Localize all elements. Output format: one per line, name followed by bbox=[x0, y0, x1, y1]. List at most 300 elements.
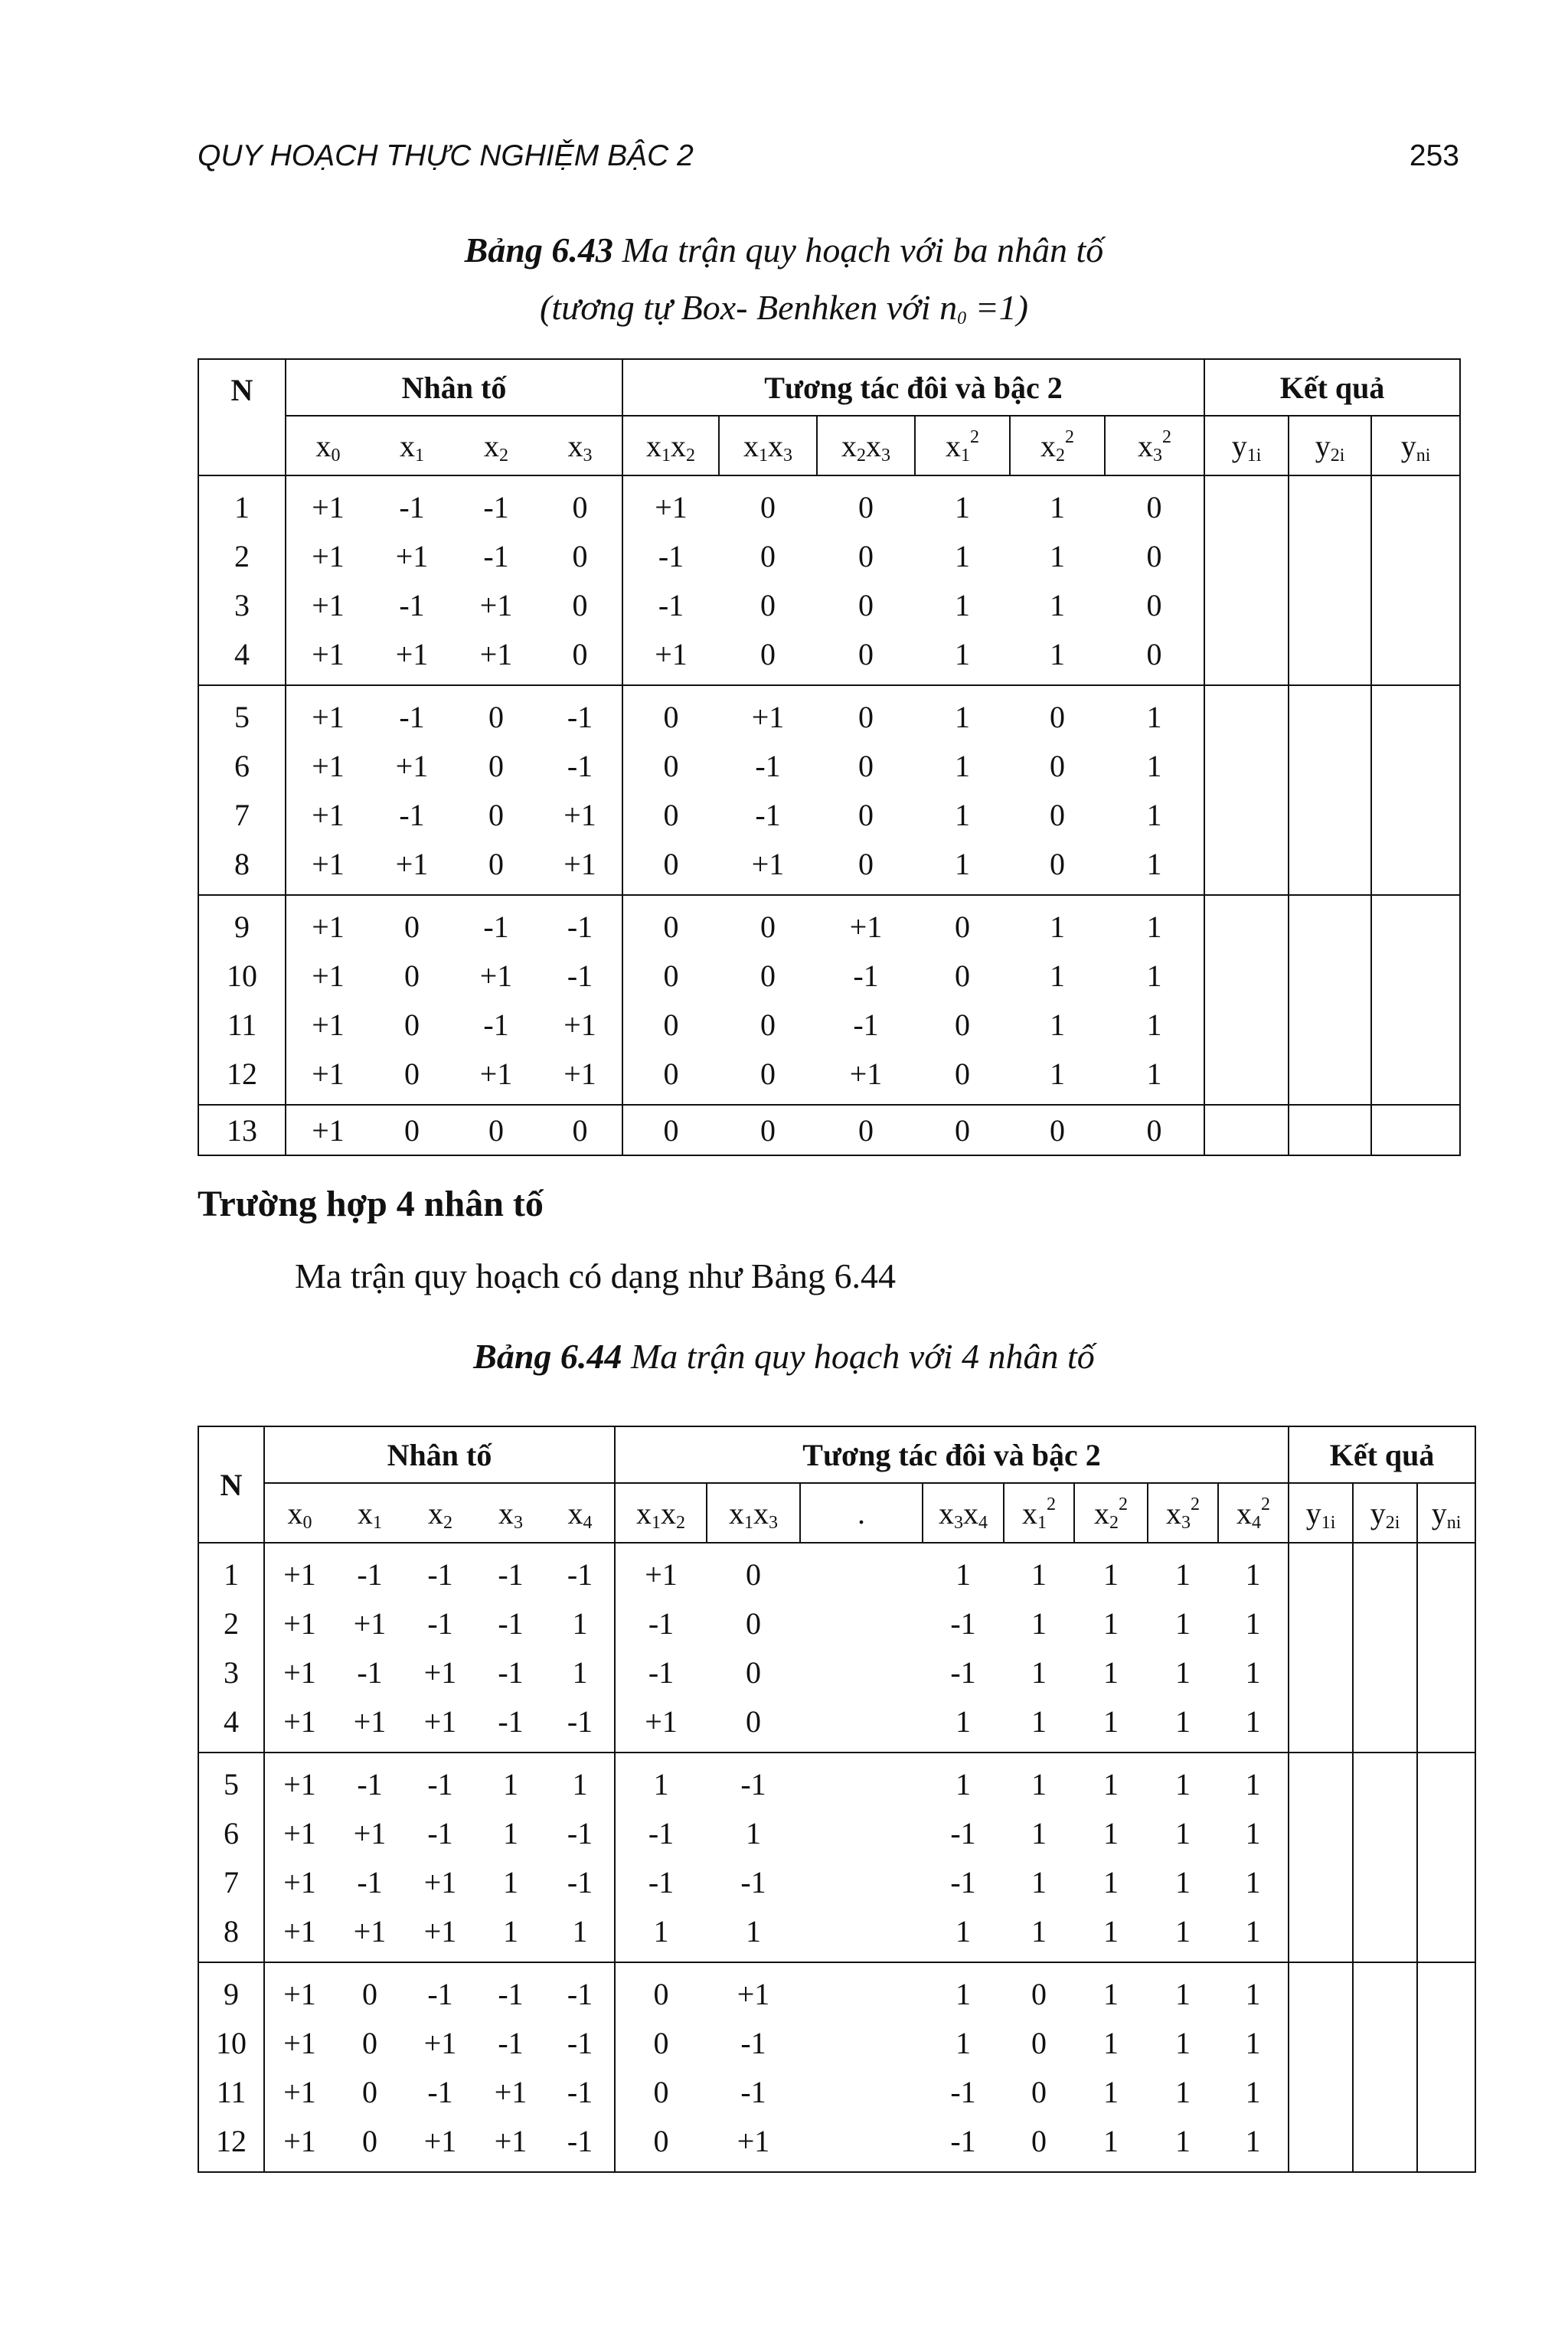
table2-result-cell bbox=[1417, 1648, 1475, 1697]
table1-cell: 1 bbox=[915, 685, 1010, 741]
table1-result-cell bbox=[1289, 475, 1371, 531]
table2-cell: 1 bbox=[746, 1815, 762, 1851]
table1-result-cell bbox=[1204, 1049, 1289, 1105]
table-row bbox=[198, 1697, 1475, 1753]
table1-result-cell bbox=[1289, 685, 1371, 741]
table1-result-col-2: $y_{ni}$ bbox=[1371, 416, 1460, 475]
table2-result-cell bbox=[1353, 2116, 1417, 2172]
table1-result-cell bbox=[1371, 580, 1460, 629]
table-row bbox=[198, 790, 1460, 839]
table2-cell: +1 bbox=[264, 1962, 335, 2018]
table2-cell: -1 bbox=[405, 1962, 475, 2018]
table1-cell: 0 bbox=[817, 685, 915, 741]
table1-result-cell bbox=[1289, 951, 1371, 1000]
table1-cell: +1 bbox=[538, 790, 622, 839]
table2-cell: 0 bbox=[362, 2074, 377, 2109]
table1-factor-col-3: $x_3$ bbox=[538, 416, 622, 475]
table1-cell: 0 bbox=[454, 685, 538, 741]
table2-cell bbox=[800, 1808, 923, 1857]
table1-result-cell bbox=[1204, 790, 1289, 839]
table-row bbox=[198, 685, 1460, 741]
table2-result-cell bbox=[1353, 1599, 1417, 1648]
table1-cell: 11 bbox=[198, 1000, 286, 1049]
table2-result-cell bbox=[1353, 2067, 1417, 2116]
table1-interaction-col-2: $x_2x_3$ bbox=[817, 416, 915, 475]
table2-cell: 4 bbox=[198, 1697, 264, 1753]
table1-cell: 1 bbox=[1010, 1049, 1105, 1105]
table1-result-cell bbox=[1289, 895, 1371, 951]
table1-result-cell bbox=[1204, 531, 1289, 580]
table1-cell: -1 bbox=[538, 741, 622, 790]
table2-cell: -1 bbox=[357, 1655, 383, 1690]
table2-cell: +1 bbox=[423, 2025, 457, 2060]
table1-cell: 1 bbox=[1050, 538, 1066, 573]
table2-cell: -1 bbox=[546, 1543, 615, 1599]
table2-cell: 0 bbox=[1004, 1962, 1074, 2018]
table2-cell: 1 bbox=[1103, 1815, 1119, 1851]
table2-interaction-col-1: $x_1x_3$ bbox=[707, 1483, 800, 1543]
table1-result-cell bbox=[1371, 951, 1460, 1000]
table2-cell: +1 bbox=[423, 1864, 457, 1900]
table1-result-col-0: $y_{1i}$ bbox=[1204, 416, 1289, 475]
table2-cell: -1 bbox=[740, 2074, 766, 2109]
table1-cell: 1 bbox=[955, 748, 971, 783]
table2-result-cell bbox=[1289, 2067, 1353, 2116]
table2-cell: 1 bbox=[956, 2025, 972, 2060]
table1-cell: 0 bbox=[488, 797, 504, 832]
table-row bbox=[198, 531, 1460, 580]
table1-cell: 0 bbox=[454, 839, 538, 895]
table2-cell: 1 bbox=[475, 1906, 546, 1962]
table2-result-col-1: $y_{2i}$ bbox=[1353, 1483, 1417, 1543]
table1-caption-label: Bảng 6.43 bbox=[464, 230, 613, 270]
table2-cell: 1 bbox=[1218, 2018, 1289, 2067]
table1-cell: 0 bbox=[1105, 531, 1204, 580]
table2-cell bbox=[800, 1962, 923, 2018]
table1-cell: 9 bbox=[198, 895, 286, 951]
table1-cell: 1 bbox=[198, 475, 286, 531]
table2-cell: 1 bbox=[923, 1906, 1004, 1962]
table1-cell: +1 bbox=[817, 895, 915, 951]
table2-result-cell bbox=[1289, 1962, 1353, 2018]
table2-cell: 1 bbox=[615, 1753, 707, 1808]
table2-cell: +1 bbox=[264, 2067, 335, 2116]
table2-interaction-col-7: $x_4^2$ bbox=[1218, 1483, 1289, 1543]
table1-interaction-col-5: $x_3^2$ bbox=[1105, 416, 1204, 475]
table2-cell: 0 bbox=[615, 2116, 707, 2172]
table2-cell: 1 bbox=[1175, 1606, 1191, 1641]
table1-cell: 1 bbox=[1050, 587, 1066, 622]
table2-cell: 1 bbox=[1031, 1815, 1047, 1851]
table2-result-cell bbox=[1289, 1543, 1353, 1599]
table2-cell: -1 bbox=[923, 2116, 1004, 2172]
table2-result-cell bbox=[1417, 1808, 1475, 1857]
table-row bbox=[198, 1906, 1475, 1962]
table1-result-cell bbox=[1204, 475, 1289, 531]
table1-header-n: N bbox=[198, 359, 286, 475]
table2-cell: 0 bbox=[615, 2067, 707, 2116]
table2-cell: -1 bbox=[740, 1864, 766, 1900]
table1-cell: 1 bbox=[1105, 1049, 1204, 1105]
table2-cell: 1 bbox=[1218, 1599, 1289, 1648]
table1-result-cell bbox=[1289, 531, 1371, 580]
table1-header-factors: Nhân tố bbox=[286, 359, 622, 416]
table-row bbox=[198, 1808, 1475, 1857]
table2-cell: -1 bbox=[498, 2025, 524, 2060]
table2-cell: 1 bbox=[1074, 2116, 1148, 2172]
table2-cell: 1 bbox=[546, 1599, 615, 1648]
table2-cell: -1 bbox=[498, 1655, 524, 1690]
table2-factor-col-1: $x_1$ bbox=[335, 1483, 405, 1543]
table2-result-cell bbox=[1353, 1857, 1417, 1906]
table1-cell: 4 bbox=[198, 629, 286, 685]
table1-result-cell bbox=[1204, 629, 1289, 685]
table1-result-cell bbox=[1204, 580, 1289, 629]
table1-result-cell bbox=[1371, 895, 1460, 951]
table1-cell: 0 bbox=[1050, 797, 1066, 832]
table1-result-cell bbox=[1289, 790, 1371, 839]
table1-caption-line2: (tương tự Box- Benhken với $n_0 =1$) bbox=[540, 288, 1028, 328]
table1-cell: 0 bbox=[1010, 1105, 1105, 1155]
table1-cell: 12 bbox=[198, 1049, 286, 1105]
table1-cell: 0 bbox=[719, 1049, 817, 1105]
table2-cell: 0 bbox=[746, 1655, 762, 1690]
table2-cell bbox=[800, 1753, 923, 1808]
table2-cell: 0 bbox=[1031, 2025, 1047, 2060]
table2-cell: -1 bbox=[615, 1857, 707, 1906]
table1-cell: 0 bbox=[760, 1007, 776, 1042]
table2 bbox=[198, 1426, 1476, 2173]
table2-cell: 1 bbox=[503, 1864, 518, 1900]
table2-cell: 1 bbox=[923, 1697, 1004, 1753]
table2-cell: +1 bbox=[405, 1906, 475, 1962]
table1-cell: 0 bbox=[915, 1049, 1010, 1105]
table1-cell: +1 bbox=[538, 1049, 622, 1105]
table1-cell: -1 bbox=[454, 475, 538, 531]
table2-cell: 1 bbox=[1218, 1648, 1289, 1697]
table1-cell: 0 bbox=[817, 1105, 915, 1155]
table1-cell: -1 bbox=[622, 580, 719, 629]
table2-cell: +1 bbox=[264, 1599, 335, 1648]
table1-cell: 0 bbox=[622, 685, 719, 741]
table2-cell: 0 bbox=[746, 1606, 762, 1641]
table2-header-results: Kết quả bbox=[1289, 1426, 1475, 1483]
table2-cell: 1 bbox=[1074, 1906, 1148, 1962]
table2-cell: -1 bbox=[405, 1543, 475, 1599]
table2-cell: 0 bbox=[707, 1697, 800, 1753]
table1-result-cell bbox=[1204, 1105, 1289, 1155]
table1-cell: 0 bbox=[404, 958, 420, 993]
table1-cell: -1 bbox=[483, 538, 509, 573]
table1-result-cell bbox=[1289, 1049, 1371, 1105]
table2-cell: -1 bbox=[405, 1753, 475, 1808]
table2-cell bbox=[800, 1906, 923, 1962]
table1-cell: 1 bbox=[915, 839, 1010, 895]
table2-cell: -1 bbox=[615, 1648, 707, 1697]
table2-interaction-col-6: $x_3^2$ bbox=[1148, 1483, 1218, 1543]
table1-cell: 0 bbox=[760, 587, 776, 622]
table1-cell: +1 bbox=[286, 1000, 370, 1049]
table2-cell: -1 bbox=[475, 1543, 546, 1599]
table1-result-cell bbox=[1371, 1105, 1460, 1155]
table2-result-cell bbox=[1289, 1753, 1353, 1808]
table2-cell: 1 bbox=[1175, 2025, 1191, 2060]
table2-cell: -1 bbox=[546, 2116, 615, 2172]
table1-result-cell bbox=[1289, 629, 1371, 685]
table1-cell: 5 bbox=[198, 685, 286, 741]
table2-cell: 1 bbox=[1148, 1906, 1218, 1962]
page-header bbox=[198, 139, 1459, 185]
table2-cell: +1 bbox=[264, 1857, 335, 1906]
table1-cell: -1 bbox=[399, 797, 425, 832]
table2-cell bbox=[800, 1857, 923, 1906]
table2-cell: +1 bbox=[264, 2018, 335, 2067]
table2-result-cell bbox=[1289, 1599, 1353, 1648]
table2-cell: +1 bbox=[264, 1697, 335, 1753]
table2-cell: 1 bbox=[1148, 1962, 1218, 2018]
table1-cell: +1 bbox=[538, 1000, 622, 1049]
table2-cell bbox=[800, 2018, 923, 2067]
table1-cell: 0 bbox=[622, 790, 719, 839]
table1-cell: +1 bbox=[286, 839, 370, 895]
table2-cell: 1 bbox=[1031, 1864, 1047, 1900]
table1-cell: 1 bbox=[1105, 685, 1204, 741]
table2-caption bbox=[0, 1336, 1568, 1377]
table1-cell: +1 bbox=[286, 951, 370, 1000]
table2-cell: +1 bbox=[615, 1697, 707, 1753]
table1-caption bbox=[0, 230, 1568, 270]
table1-cell: 1 bbox=[1010, 475, 1105, 531]
table1-cell: 0 bbox=[622, 1000, 719, 1049]
table2-cell bbox=[800, 1697, 923, 1753]
table1-cell: +1 bbox=[719, 685, 817, 741]
table1-interaction-col-1: $x_1x_3$ bbox=[719, 416, 817, 475]
table1-cell: 0 bbox=[622, 839, 719, 895]
table-row bbox=[198, 2067, 1475, 2116]
table2-cell: 11 bbox=[198, 2067, 264, 2116]
table2-cell: 1 bbox=[1074, 1697, 1148, 1753]
table2-cell: -1 bbox=[427, 2074, 453, 2109]
table1-result-cell bbox=[1371, 790, 1460, 839]
table2-cell: 3 bbox=[198, 1648, 264, 1697]
table1-cell: 1 bbox=[1010, 895, 1105, 951]
table2-cell: +1 bbox=[405, 1697, 475, 1753]
table2-cell: 1 bbox=[923, 1543, 1004, 1599]
table1-cell: 0 bbox=[858, 797, 874, 832]
table2-result-cell bbox=[1289, 1857, 1353, 1906]
table-row bbox=[198, 1962, 1475, 2018]
table1-cell: 0 bbox=[1105, 475, 1204, 531]
table1-cell: +1 bbox=[622, 629, 719, 685]
table1-cell: 0 bbox=[817, 839, 915, 895]
table1-result-cell bbox=[1371, 1000, 1460, 1049]
table2-cell: -1 bbox=[498, 1606, 524, 1641]
table2-cell: -1 bbox=[546, 1808, 615, 1857]
table2-cell: 1 bbox=[503, 1815, 518, 1851]
table1-cell: 1 bbox=[955, 797, 971, 832]
table2-cell: 9 bbox=[198, 1962, 264, 2018]
table2-cell: 1 bbox=[1218, 1808, 1289, 1857]
table2-cell: 1 bbox=[1218, 1753, 1289, 1808]
table2-cell: 2 bbox=[198, 1599, 264, 1648]
table1-result-cell bbox=[1371, 685, 1460, 741]
table2-cell: +1 bbox=[264, 2116, 335, 2172]
chapter-title: QUY HOẠCH THỰC NGHIỆM BẬC 2 bbox=[198, 139, 694, 172]
table2-cell: 1 bbox=[1004, 1753, 1074, 1808]
table2-cell: +1 bbox=[264, 1906, 335, 1962]
table1-cell: 3 bbox=[198, 580, 286, 629]
table1-cell: 0 bbox=[858, 748, 874, 783]
table1-cell: 0 bbox=[622, 895, 719, 951]
table2-result-cell bbox=[1417, 1599, 1475, 1648]
table-row bbox=[198, 741, 1460, 790]
table1-cell: 0 bbox=[488, 748, 504, 783]
table1-cell: +1 bbox=[395, 538, 429, 573]
table1-cell: -1 bbox=[853, 1007, 879, 1042]
table2-cell: 1 bbox=[615, 1906, 707, 1962]
table1-cell: 0 bbox=[817, 629, 915, 685]
table1-cell: 0 bbox=[1050, 748, 1066, 783]
table2-cell: 0 bbox=[1031, 2074, 1047, 2109]
table2-cell: -1 bbox=[335, 1753, 405, 1808]
table1-result-cell bbox=[1371, 1049, 1460, 1105]
table-row bbox=[198, 1049, 1460, 1105]
table1-cell: -1 bbox=[483, 1007, 509, 1042]
table2-cell bbox=[800, 1599, 923, 1648]
table2-cell: 1 bbox=[1218, 2116, 1289, 2172]
table1-cell: 0 bbox=[622, 1105, 719, 1155]
table1-cell: +1 bbox=[286, 741, 370, 790]
table2-result-cell bbox=[1417, 2116, 1475, 2172]
table1-result-cell bbox=[1371, 839, 1460, 895]
table2-header-interactions: Tương tác đôi và bậc 2 bbox=[615, 1426, 1289, 1483]
table2-result-cell bbox=[1289, 1697, 1353, 1753]
table2-cell: -1 bbox=[615, 1808, 707, 1857]
table1-cell: 0 bbox=[538, 1105, 622, 1155]
table1-cell: 0 bbox=[1105, 580, 1204, 629]
table2-cell: 1 bbox=[1103, 1864, 1119, 1900]
table2-cell: 1 bbox=[1175, 1655, 1191, 1690]
table-row bbox=[198, 475, 1460, 531]
table1-cell: 0 bbox=[817, 475, 915, 531]
table2-cell: 12 bbox=[198, 2116, 264, 2172]
table1-cell: 1 bbox=[1105, 951, 1204, 1000]
table1-cell: 0 bbox=[1105, 629, 1204, 685]
table1-cell: 0 bbox=[538, 629, 622, 685]
table2-cell: 1 bbox=[1004, 1543, 1074, 1599]
table-row bbox=[198, 629, 1460, 685]
table2-cell: 1 bbox=[1148, 1753, 1218, 1808]
table1-cell: 0 bbox=[454, 1105, 538, 1155]
table2-result-cell bbox=[1353, 2018, 1417, 2067]
table2-caption-text: Ma trận quy hoạch với 4 nhân tố bbox=[622, 1337, 1095, 1376]
table1-cell: 0 bbox=[719, 629, 817, 685]
table1-cell: +1 bbox=[817, 1049, 915, 1105]
table2-result-cell bbox=[1417, 1962, 1475, 2018]
table1-cell: 10 bbox=[198, 951, 286, 1000]
table2-cell: 0 bbox=[615, 2018, 707, 2067]
table1-factor-col-0: $x_0$ bbox=[286, 416, 370, 475]
table1-cell: 0 bbox=[538, 531, 622, 580]
table1-cell: +1 bbox=[479, 958, 513, 993]
table2-cell: -1 bbox=[546, 1857, 615, 1906]
table1-cell: -1 bbox=[399, 587, 425, 622]
table1-cell: 0 bbox=[370, 1105, 454, 1155]
table1-cell: +1 bbox=[286, 629, 370, 685]
table1-cell: 0 bbox=[538, 475, 622, 531]
table1-cell: 2 bbox=[198, 531, 286, 580]
table2-cell: -1 bbox=[950, 1655, 976, 1690]
table2-cell: 1 bbox=[546, 1906, 615, 1962]
table1-cell: 0 bbox=[370, 895, 454, 951]
table1-cell: 0 bbox=[719, 1105, 817, 1155]
table1-interaction-col-0: $x_1x_2$ bbox=[622, 416, 719, 475]
table1-cell: 1 bbox=[1050, 1007, 1066, 1042]
table1-cell: 1 bbox=[1050, 958, 1066, 993]
table2-cell: 5 bbox=[198, 1753, 264, 1808]
table2-result-col-2: $y_{ni}$ bbox=[1417, 1483, 1475, 1543]
table1-caption-text: Ma trận quy hoạch với ba nhân tố bbox=[612, 230, 1104, 270]
table2-cell: +1 bbox=[423, 1655, 457, 1690]
table2-cell: +1 bbox=[707, 1962, 800, 2018]
table1-cell: 6 bbox=[198, 741, 286, 790]
table1-cell: 1 bbox=[1105, 895, 1204, 951]
table1-cell: 0 bbox=[404, 1007, 420, 1042]
table2-cell: -1 bbox=[615, 1599, 707, 1648]
table2-cell: 10 bbox=[198, 2018, 264, 2067]
table2-cell: 7 bbox=[198, 1857, 264, 1906]
table2-cell: 1 bbox=[1103, 2074, 1119, 2109]
table1-cell: 0 bbox=[858, 587, 874, 622]
table1-result-cell bbox=[1204, 895, 1289, 951]
table2-cell: 1 bbox=[1218, 1906, 1289, 1962]
table1-cell: -1 bbox=[538, 685, 622, 741]
table2-cell: 0 bbox=[1004, 2116, 1074, 2172]
table2-cell: -1 bbox=[740, 2025, 766, 2060]
table-row bbox=[198, 1543, 1475, 1599]
table1-cell: +1 bbox=[286, 1049, 370, 1105]
table1-cell: 1 bbox=[915, 629, 1010, 685]
table1-cell: 0 bbox=[538, 580, 622, 629]
table2-cell: 1 bbox=[1218, 1697, 1289, 1753]
table2-result-cell bbox=[1289, 1648, 1353, 1697]
table1-cell: 1 bbox=[915, 475, 1010, 531]
table2-cell: 0 bbox=[362, 2025, 377, 2060]
table2-result-cell bbox=[1353, 1697, 1417, 1753]
table2-cell: -1 bbox=[546, 2018, 615, 2067]
table1-result-cell bbox=[1289, 580, 1371, 629]
table2-factor-col-3: $x_3$ bbox=[475, 1483, 546, 1543]
page-number: 253 bbox=[1409, 139, 1459, 172]
table2-cell: +1 bbox=[475, 2116, 546, 2172]
table1-cell: 0 bbox=[760, 538, 776, 573]
table1-cell: 1 bbox=[955, 538, 971, 573]
table2-cell: +1 bbox=[335, 1697, 405, 1753]
table2-interaction-col-2: . bbox=[800, 1483, 923, 1543]
table1-cell: +1 bbox=[454, 1049, 538, 1105]
table2-result-cell bbox=[1289, 2116, 1353, 2172]
table1-cell: 0 bbox=[955, 958, 971, 993]
table1-cell: -1 bbox=[538, 951, 622, 1000]
table1-cell: +1 bbox=[479, 587, 513, 622]
table1-cell: 1 bbox=[1105, 790, 1204, 839]
table1-result-cell bbox=[1371, 531, 1460, 580]
table-row bbox=[198, 1105, 1460, 1155]
table1-result-cell bbox=[1289, 839, 1371, 895]
table2-header-n: N bbox=[198, 1426, 264, 1543]
table1-cell: 8 bbox=[198, 839, 286, 895]
table-row bbox=[198, 1599, 1475, 1648]
